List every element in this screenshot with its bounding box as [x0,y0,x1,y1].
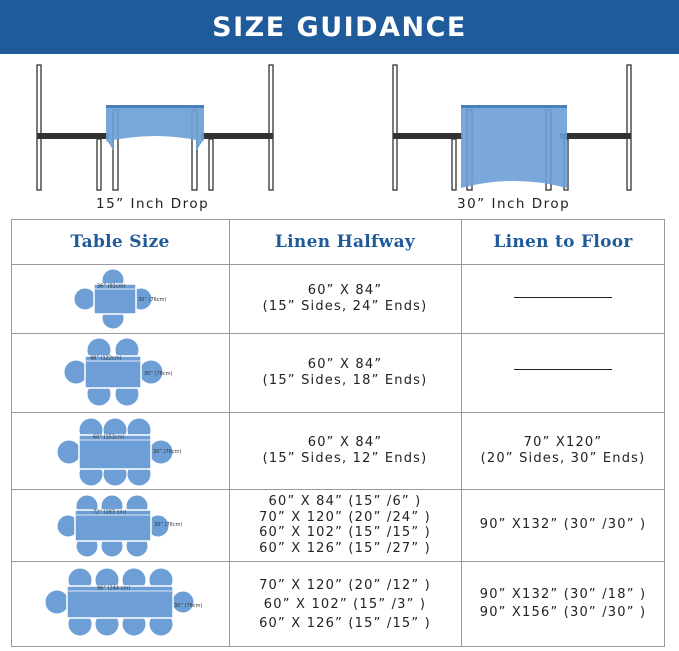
table-length-label: 36” (91cm) [97,283,126,290]
page-title: SIZE GUIDANCE [212,11,467,43]
table-diagram [57,416,187,488]
linen-size-line: 60” X 102” (15” /3” ) [263,596,427,612]
linen-size-line: 60” X 126” (15” /27” ) [259,540,431,556]
not-available-dash [514,369,612,370]
halfway-cell [229,489,461,561]
floor-cell-empty [461,264,665,333]
table-length-label: 48” (122cm) [90,355,122,362]
table-diagram [71,268,167,330]
table-height-label: 30” (76cm) [138,297,167,303]
linen-size-line: 90” X132” (30” /30” ) [479,517,647,532]
linen-size-line: 60” X 102” (15” /15” ) [259,525,431,540]
floor-cell-empty [461,333,665,412]
table-diagram [45,566,203,638]
linen-size-line: 60” X 84” [307,434,383,450]
table-length-label: 60” (152cm) [93,434,125,441]
linen-size-line: 60” X 126” (15” /15” ) [259,615,431,631]
halfway-cell [229,264,461,333]
linen-size-line: (15” Sides, 12” Ends) [262,450,428,466]
not-available-dash [514,297,612,298]
linen-size-line: 60” X 84” [307,356,383,372]
drop-15-illustration [30,62,280,192]
halfway-cell [229,561,461,647]
table-length-label: 96” (244 cm) [97,585,131,592]
linen-size-line: 70” X 120” (20” /24” ) [259,509,431,525]
linen-size-line: 70” X120” [523,434,603,450]
linen-size-line: (15” Sides, 24” Ends) [262,298,428,314]
floor-cell [461,489,665,561]
linen-size-line: (15” Sides, 18” Ends) [262,372,428,388]
drop-30-illustration [390,62,640,192]
halfway-cell [229,412,461,489]
linen-size-line: 70” X 120” (20” /12” ) [259,577,431,593]
halfway-cell [229,333,461,412]
table-length-label: 72” (183 cm) [93,509,127,516]
floor-cell [461,561,665,647]
header-table-size: Table Size [70,231,170,252]
header-linen-halfway: Linen Halfway [274,231,416,252]
drop-15-label: 15” Inch Drop [96,196,210,212]
table-height-label: 30” (76cm) [154,522,183,528]
linen-size-line: 60” X 84” (15” /6” ) [268,494,422,509]
drop-30-label: 30” Inch Drop [457,196,571,212]
floor-cell [461,412,665,489]
table-height-label: 30” (76cm) [144,371,173,377]
linen-size-line: (20” Sides, 30” Ends) [480,450,646,466]
linen-size-line: 90” X132” (30” /18” ) [479,587,647,602]
size-table [11,219,665,647]
linen-size-line: 90” X156” (30” /30” ) [479,605,647,620]
table-height-label: 30” (76cm) [174,603,203,609]
table-height-label: 30” (76cm) [153,449,182,455]
linen-size-line: 60” X 84” [307,282,383,298]
table-diagram [64,336,176,408]
header-banner [0,0,679,54]
table-diagram [57,493,187,559]
header-linen-to-floor: Linen to Floor [493,231,633,252]
